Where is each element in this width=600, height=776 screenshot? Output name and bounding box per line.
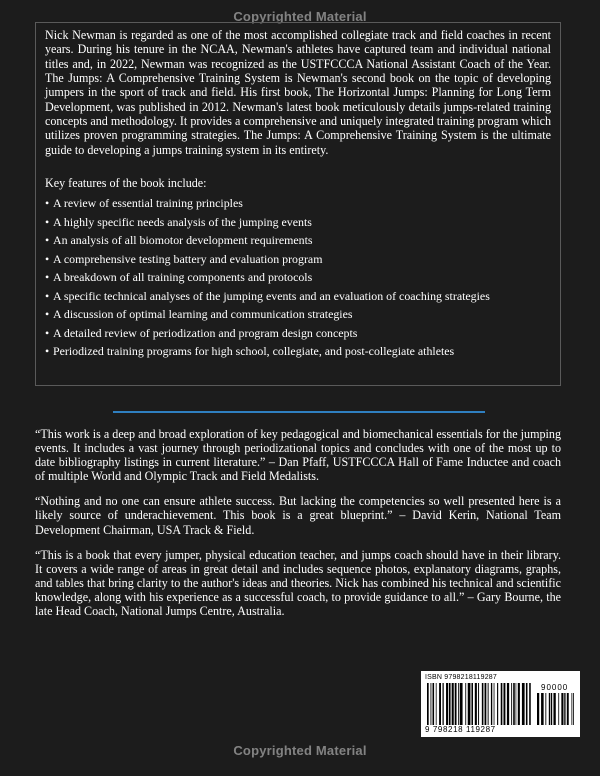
author-intro: Nick Newman is regarded as one of the most accomplished collegiate track and field coaches in recent years. During his tenure in the NCAA, Newman's athletes have captured team and individual national titles and, in 2022, Newman was recognized as the USTFCCCA National Assistant Coach of the Year. The Jumps: A Comprehensive Training System is Newman's second book on the topic of developing jumpers in the sport of track and field. His first book, The Horizontal Jumps: Planning for Long Term Development, was published in 2012. Newman's latest book meticulously details jumps-related training concepts and methodology. It provides a comprehensive and uniquely integrated training program which utilizes proven programming strategies. The Jumps: A Comprehensive Training System is the ultimate guide to developing a jumps training system in its entirety. — [45, 28, 552, 157]
barcode-stripe — [549, 693, 550, 725]
description-box — [35, 22, 561, 386]
barcode-stripe — [541, 693, 544, 725]
barcode-stripe — [507, 683, 509, 725]
barcode-stripe — [503, 683, 505, 725]
price-code: 90000 — [541, 683, 569, 692]
barcode-stripe — [436, 683, 437, 725]
barcode-stripe — [446, 683, 448, 725]
barcode-stripe — [513, 683, 515, 725]
section-divider — [113, 411, 485, 413]
barcode-stripe — [471, 683, 473, 725]
barcode-stripe — [511, 683, 512, 725]
barcode-stripe — [497, 683, 498, 725]
barcode-stripe — [478, 683, 479, 725]
barcode-stripe — [485, 683, 487, 725]
barcode-stripe — [571, 693, 572, 725]
barcode-stripe — [551, 693, 553, 725]
barcode-stripe — [431, 683, 432, 725]
barcode-number: 9 798218 119287 — [425, 725, 496, 734]
barcode-stripe — [545, 693, 546, 725]
feature-item: • A discussion of optimal learning and communication strategies — [45, 305, 551, 324]
features-heading: Key features of the book include: — [45, 176, 207, 191]
barcode-stripe — [573, 693, 574, 725]
barcode-stripe — [501, 683, 503, 725]
barcode-stripe — [460, 683, 463, 725]
isbn-barcode — [421, 671, 580, 737]
barcode-stripe — [433, 683, 435, 725]
watermark-top: Copyrighted Material — [233, 9, 367, 24]
barcode-stripe — [516, 683, 517, 725]
barcode-stripe — [439, 683, 441, 725]
feature-item: • Periodized training programs for high school, collegiate, and post-collegiate athletes — [45, 342, 551, 361]
addon-barcode-bars — [537, 693, 575, 725]
barcode-stripe — [558, 693, 559, 725]
testimonial-bourne: “This is a book that every jumper, physical education teacher, and jumps coach should have in their library. It covers a wide range of areas in great detail and includes sequence photos, explanatory diagrams, graphs, and tables that bring clarity to the author's ideas and theories. Nick has combined his technical and scientific knowledge, along with his experience as a successful coach, to provide guidance to all.” – Gary Bourne, the late Head Coach, National Jumps Centre, Australia. — [35, 547, 561, 619]
feature-item: • An analysis of all biomotor development requirements — [45, 231, 551, 250]
barcode-stripe — [465, 683, 466, 725]
barcode-stripe — [494, 683, 495, 725]
feature-item: • A detailed review of periodization and program design concepts — [45, 324, 551, 343]
barcode-stripe — [482, 683, 484, 725]
feature-item: • A review of essential training principles — [45, 194, 551, 213]
barcode-stripe — [529, 683, 531, 725]
testimonial-kerin: “Nothing and no one can ensure athlete success. But lacking the competencies so well presented here is a likely source of underachievement. This book is a great blueprint.” – David Kerin, National Team Development Chairman, USA Track & Field. — [35, 494, 561, 537]
barcode-stripe — [561, 693, 563, 725]
feature-item: • A specific technical analyses of the jumping events and an evaluation of coaching strategies — [45, 287, 551, 306]
testimonials — [35, 427, 561, 629]
feature-item: • A highly specific needs analysis of the jumping events — [45, 213, 551, 232]
barcode-stripe — [567, 693, 569, 725]
barcode-stripe — [449, 683, 451, 725]
barcode-stripe — [526, 683, 528, 725]
barcode-stripe — [522, 683, 525, 725]
feature-item: • A comprehensive testing battery and evaluation program — [45, 250, 551, 269]
barcode-stripe — [491, 683, 492, 725]
barcode-bars — [427, 683, 531, 725]
barcode-stripe — [427, 683, 429, 725]
testimonial-pfaff: “This work is a deep and broad exploration of key pedagogical and biomechanical essentials for the jumping events. It includes a vast journey through periodizational topics and concludes with one of the most up to date bibliography listings in current literature.” – Dan Pfaff, USTFCCCA Hall of Fame Inductee and coach of multiple World and Olympic Track and Field Medalists. — [35, 427, 561, 484]
barcode-stripe — [443, 683, 444, 725]
features-list — [45, 194, 551, 361]
barcode-stripe — [475, 683, 477, 725]
barcode-stripe — [564, 693, 565, 725]
barcode-stripe — [452, 683, 454, 725]
barcode-stripe — [488, 683, 489, 725]
barcode-stripe — [553, 693, 555, 725]
barcode-stripe — [537, 693, 539, 725]
barcode-stripe — [518, 683, 520, 725]
barcode-stripe — [458, 683, 459, 725]
barcode-stripe — [468, 683, 471, 725]
watermark-bottom: Copyrighted Material — [233, 743, 367, 758]
isbn-label: ISBN 9798218119287 — [425, 674, 497, 681]
feature-item: • A breakdown of all training components and protocols — [45, 268, 551, 287]
barcode-stripe — [455, 683, 457, 725]
